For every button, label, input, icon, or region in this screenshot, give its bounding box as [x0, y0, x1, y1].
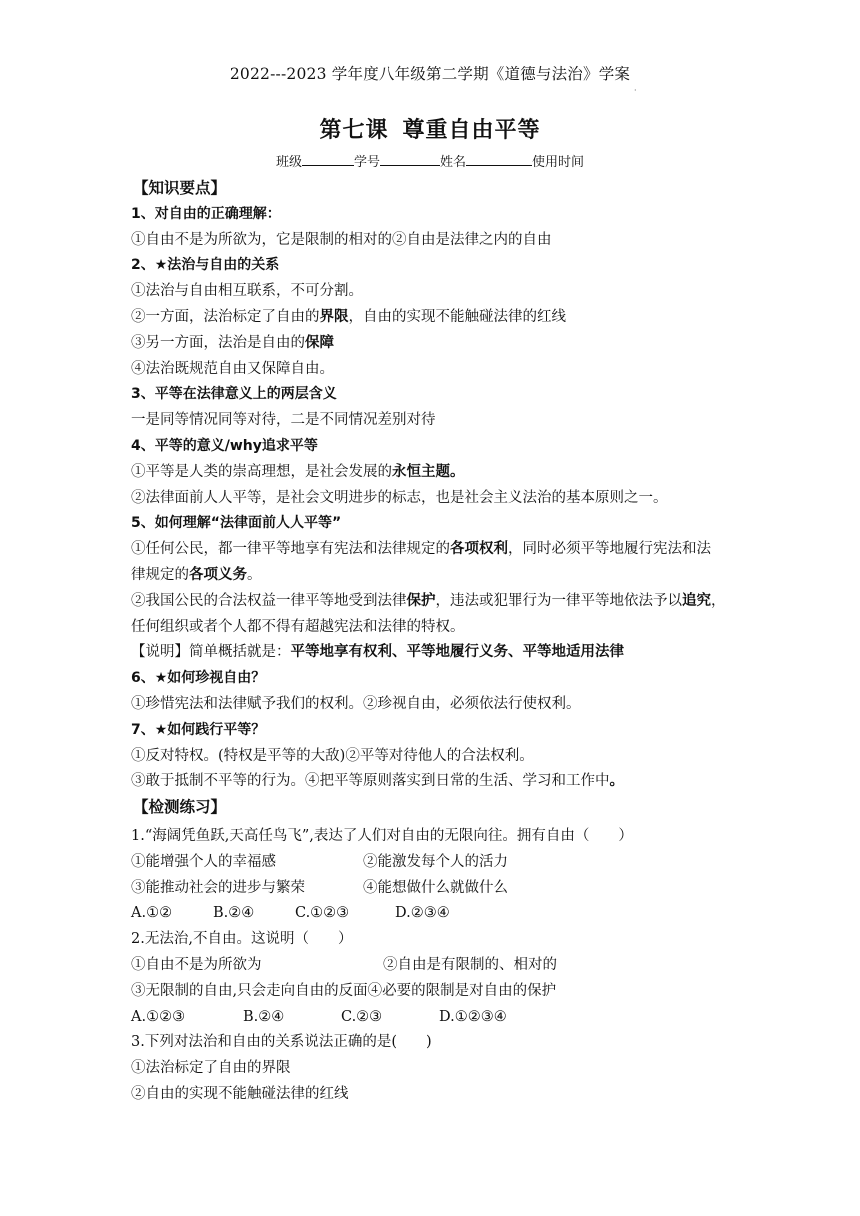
q3-option-1: ①法治标定了自由的界限	[131, 1060, 291, 1077]
student-id-label: 学号	[353, 155, 380, 170]
text-span: ①平等是人类的崇高理想，是社会发展的	[131, 463, 392, 480]
question-2-choices	[131, 1005, 771, 1031]
student-info-line	[0, 151, 860, 170]
q2-choice-a[interactable]: A.①②③	[131, 1008, 186, 1025]
question-1-options-row-2	[131, 876, 771, 902]
question-2-options-row-1	[131, 953, 771, 979]
section-5-line-4: 任何组织或者个人都不得有超越宪法和法律的特权。	[131, 618, 465, 635]
section-3-title: 3、平等在法律意义上的两层含义	[131, 386, 337, 403]
bold-term: 追究	[682, 592, 711, 609]
question-1-choices	[131, 901, 771, 927]
bold-term: 保障	[305, 334, 334, 351]
text-span: 。	[247, 566, 262, 583]
section-2-line-4: ④法治既规范自由又保障自由。	[131, 360, 334, 377]
q1-option-2: ②能激发每个人的活力	[363, 853, 508, 870]
use-time-label: 使用时间	[532, 155, 585, 170]
header-dot: ·	[634, 86, 637, 95]
section-5-line-1	[131, 537, 771, 563]
q1-option-3: ③能推动社会的进步与繁荣	[131, 879, 305, 896]
text-span: ②我国公民的合法权益一律平等地受到法律	[131, 592, 407, 609]
question-2-options-row-2: ③无限制的自由,只会走向自由的反面④必要的限制是对自由的保护	[131, 982, 557, 999]
section-4-title: 4、平等的意义/why追求平等	[131, 437, 318, 454]
q1-option-4: ④能想做什么就做什么	[363, 879, 508, 896]
section-1-title: 1、对自由的正确理解：	[131, 205, 281, 222]
lesson-number: 第七课	[319, 118, 389, 143]
section-5-line-3	[131, 589, 771, 615]
text-span: ，同时必须平等地履行宪法和法	[508, 541, 711, 558]
section-3-line-1: 一是同等情况同等对待，二是不同情况差别对待	[131, 412, 436, 429]
content-body	[131, 176, 771, 1108]
lesson-topic: 尊重自由平等	[402, 118, 541, 143]
name-label: 姓名	[440, 155, 467, 170]
section-5-line-2	[131, 563, 771, 589]
student-id-blank[interactable]	[380, 151, 440, 166]
q1-choice-d[interactable]: D.②③④	[395, 905, 450, 922]
bold-term: 永恒主题。	[392, 463, 465, 480]
section-2-title: 2、★法治与自由的关系	[131, 257, 280, 274]
q1-choice-b[interactable]: B.②④	[213, 905, 255, 922]
class-label: 班级	[275, 155, 302, 170]
q1-choice-a[interactable]: A.①②	[131, 905, 173, 922]
text-span: ②一方面，法治标定了自由的	[131, 308, 320, 325]
q2-choice-c[interactable]: C.②③	[341, 1008, 383, 1025]
q2-choice-b[interactable]: B.②④	[243, 1008, 285, 1025]
question-1-options-row-1	[131, 850, 771, 876]
text-span: ，违法或犯罪行为一律平等地依法予以	[435, 592, 682, 609]
text-span: 律规定的	[131, 566, 189, 583]
question-3-stem: 3.下列对法治和自由的关系说法正确的是( )	[131, 1034, 432, 1051]
section-7-line-2	[131, 769, 771, 795]
q2-choice-d[interactable]: D.①②③④	[439, 1008, 507, 1025]
note-text: 平等地享有权利、平等地履行义务、平等地适用法律	[290, 644, 624, 661]
section-5-title: 5、如何理解“法律面前人人平等”	[131, 515, 342, 532]
q2-option-2: ②自由是有限制的、相对的	[383, 956, 557, 973]
page-title	[0, 113, 860, 144]
section-6-title: 6、★如何珍视自由？	[131, 670, 266, 687]
bold-term: 各项权利	[450, 541, 508, 558]
question-2-stem: 2.无法治,不自由。这说明（ ）	[131, 931, 353, 948]
document-header: 2022---2023 学年度八年级第二学期《道德与法治》学案	[229, 65, 631, 83]
section-4-line-1	[131, 460, 771, 486]
q1-choice-c[interactable]: C.①②③	[295, 905, 350, 922]
text-span: ③另一方面，法治是自由的	[131, 334, 305, 351]
q3-option-2: ②自由的实现不能触碰法律的红线	[131, 1085, 349, 1102]
q2-option-1: ①自由不是为所欲为	[131, 956, 262, 973]
bold-term: 界限	[319, 308, 349, 325]
name-blank[interactable]	[466, 151, 532, 166]
section-6-line-1: ①珍惜宪法和法律赋予我们的权利。②珍视自由，必须依法行使权利。	[131, 695, 581, 712]
section-7-title: 7、★如何践行平等？	[131, 721, 266, 738]
text-span: ，	[711, 592, 726, 609]
q1-option-1: ①能增强个人的幸福感	[131, 853, 276, 870]
section-2-line-2	[131, 305, 771, 331]
bold-term: 保护	[406, 592, 436, 609]
note-label: 【说明】简单概括就是：	[131, 644, 291, 661]
practice-heading: 【检测练习】	[133, 798, 227, 817]
text-span: ，自由的实现不能触碰法律的红线	[348, 308, 566, 325]
section-7-line-1: ①反对特权。(特权是平等的大敌)②平等对待他人的合法权利。	[131, 747, 534, 764]
bold-term: 。	[609, 773, 624, 790]
bold-term: 各项义务	[189, 566, 247, 583]
note-line	[131, 640, 771, 666]
section-2-line-1: ①法治与自由相互联系，不可分割。	[131, 283, 363, 300]
text-span: ③敢于抵制不平等的行为。④把平等原则落实到日常的生活、学习和工作中	[131, 773, 610, 790]
text-span: ①任何公民，都一律平等地享有宪法和法律规定的	[131, 541, 450, 558]
section-2-line-3	[131, 331, 771, 357]
class-blank[interactable]	[302, 151, 354, 166]
section-4-line-2: ②法律面前人人平等，是社会文明进步的标志，也是社会主义法治的基本原则之一。	[131, 489, 668, 506]
question-1-stem: 1.“海阔凭鱼跃,天高任鸟飞”,表达了人们对自由的无限向往。拥有自由（ ）	[131, 827, 633, 844]
knowledge-heading: 【知识要点】	[133, 179, 227, 197]
section-1-line-1: ①自由不是为所欲为，它是限制的相对的②自由是法律之内的自由	[131, 231, 552, 248]
